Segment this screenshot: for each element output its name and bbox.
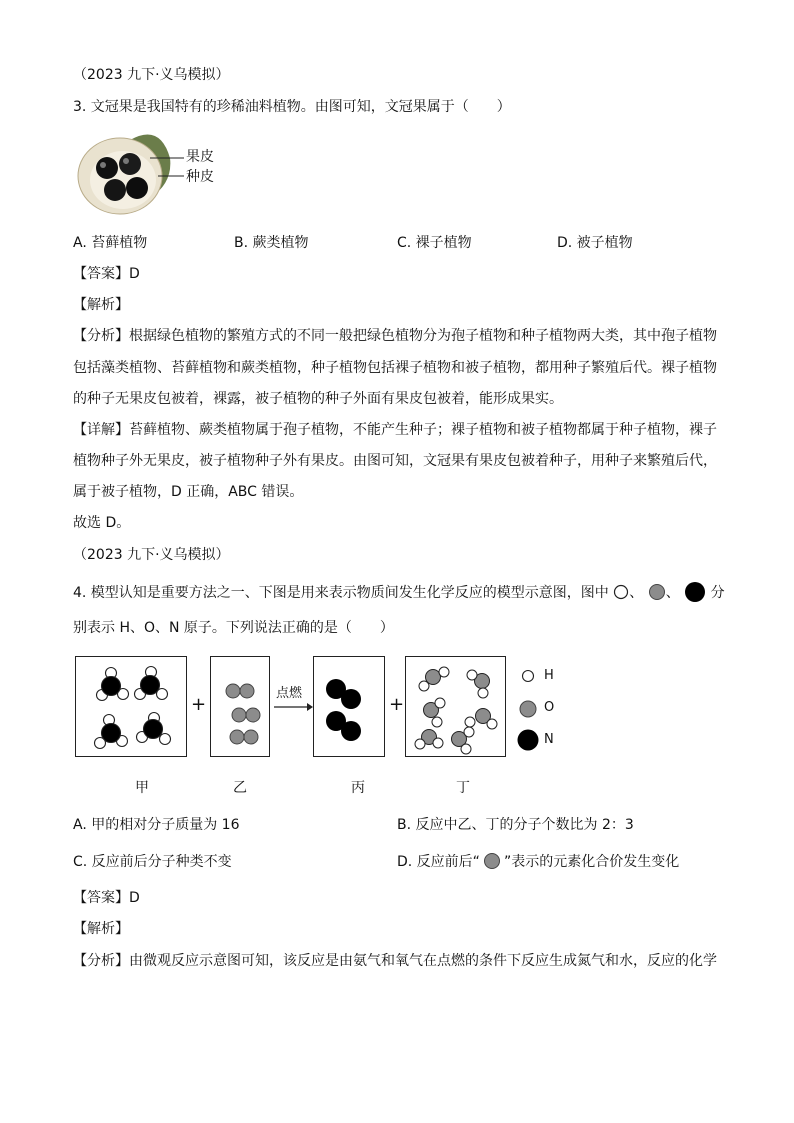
box-jia	[75, 656, 187, 757]
label-zhongpi: 种皮	[186, 169, 214, 185]
q3-detail-line-2: 植物种子外无果皮，被子植物种子外有果皮。由图可知，文冠果有果皮包被着种子，用种子来繁殖后代，	[73, 453, 717, 469]
q4-option-d	[397, 852, 679, 872]
caption-yi: 乙	[233, 780, 247, 796]
q3-analysis-line-1: 【分析】根据绿色植物的繁殖方式的不同一般把绿色植物分为孢子植物和种子植物两大类，其中孢子植物	[73, 328, 717, 344]
q4-stem-line-1	[73, 581, 725, 603]
q3-source: （2023 九下·义乌模拟）	[73, 67, 230, 83]
q3-option-a: A. 苔藓植物	[73, 235, 148, 251]
q4-answer: 【答案】D	[73, 890, 140, 906]
legend-o-icon	[518, 699, 538, 719]
jia-molecules	[76, 657, 186, 756]
q3-analysis-tag: 【解析】	[73, 297, 129, 313]
caption-bing: 丙	[351, 780, 365, 796]
q3-analysis-line-2: 包括藻类植物、苔藓植物和蕨类植物，种子植物包括裸子植物和被子植物，都用种子繁殖后代。裸子植物	[73, 360, 717, 376]
box-ding	[405, 656, 506, 757]
o-atom-inline-icon	[483, 852, 501, 870]
q3-option-d: D. 被子植物	[557, 235, 633, 251]
q3-stem: 3. 文冠果是我国特有的珍稀油料植物。由图可知，文冠果属于（ ）	[73, 99, 511, 115]
q4-analysis-line: 【分析】由微观反应示意图可知，该反应是由氨气和氧气在点燃的条件下反应生成氮气和水，反应的化学	[73, 953, 717, 969]
bing-molecules	[314, 657, 384, 756]
q4-option-b: B. 反应中乙、丁的分子个数比为 2：3	[397, 817, 634, 833]
legend-o-label: O	[544, 700, 555, 715]
q3-detail-line-3: 属于被子植物，D 正确，ABC 错误。	[73, 484, 304, 500]
legend-n-label: N	[544, 732, 554, 747]
caption-ding: 丁	[456, 780, 470, 796]
q3-answer: 【答案】D	[73, 266, 140, 282]
q4-stem-sep2: 、	[665, 585, 680, 601]
yi-molecules	[211, 657, 269, 756]
q3-conclusion: 故选 D。	[73, 515, 131, 531]
o-atom-icon	[648, 583, 666, 601]
legend-h-icon	[521, 669, 535, 683]
q3-option-b: B. 蕨类植物	[234, 235, 309, 251]
h-atom-icon	[613, 584, 629, 600]
q3-detail-line-1: 【详解】苔藓植物、蕨类植物属于孢子植物，不能产生种子；裸子植物和被子植物都属于种子植物，裸子	[73, 422, 717, 438]
caption-jia: 甲	[135, 780, 149, 796]
plus-sign-1: +	[191, 694, 207, 715]
q4-analysis-tag: 【解析】	[73, 921, 129, 937]
box-bing	[313, 656, 385, 757]
q4-option-c: C. 反应前后分子种类不变	[73, 854, 232, 870]
q4-stem-part2: 分	[710, 585, 725, 601]
box-yi	[210, 656, 270, 757]
q4-source: （2023 九下·义乌模拟）	[73, 547, 230, 563]
ding-molecules	[406, 657, 505, 756]
q3-option-c: C. 裸子植物	[397, 235, 472, 251]
arrow-label-ignite: 点燃	[276, 686, 303, 701]
q4-option-a: A. 甲的相对分子质量为 16	[73, 817, 240, 833]
legend-n-icon	[516, 728, 540, 752]
q3-analysis-line-3: 的种子无果皮包被着，裸露，被子植物的种子外面有果皮包被着，能形成果实。	[73, 391, 563, 407]
n-atom-icon	[684, 581, 706, 603]
figure-leader-lines	[150, 150, 190, 190]
q4-stem-line-2: 别表示 H、O、N 原子。下列说法正确的是（ ）	[73, 620, 394, 636]
plus-sign-2: +	[389, 694, 405, 715]
q4-stem-sep1: 、	[629, 585, 644, 601]
q4-option-d-post: ”表示的元素化合价发生变化	[503, 854, 680, 870]
q4-stem-part1: 4. 模型认知是重要方法之一、下图是用来表示物质间发生化学反应的模型示意图，图中	[73, 585, 609, 601]
legend-h-label: H	[544, 668, 554, 683]
q4-option-d-pre: D. 反应前后“	[397, 854, 480, 870]
label-guopi: 果皮	[186, 149, 214, 165]
